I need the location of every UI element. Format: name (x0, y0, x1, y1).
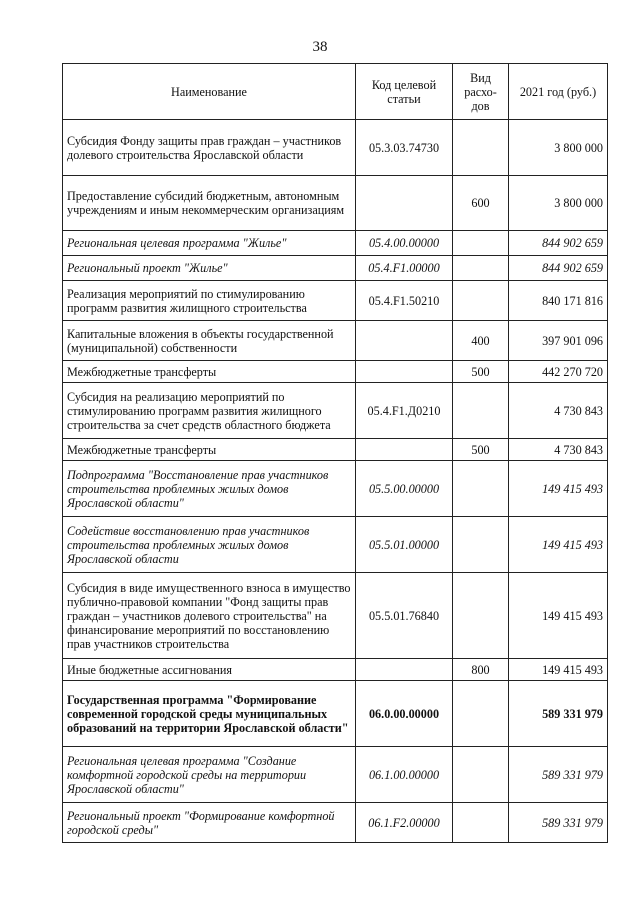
row-code-cell: 05.5.01.76840 (356, 573, 453, 659)
table-row (63, 281, 608, 321)
row-amount-cell: 149 415 493 (509, 517, 608, 573)
row-name-cell: Межбюджетные трансферты (63, 439, 356, 461)
row-vid-cell (453, 120, 509, 176)
row-code-cell: 05.5.00.00000 (356, 461, 453, 517)
table-row (63, 439, 608, 461)
row-code-cell: 05.4.F1.50210 (356, 281, 453, 321)
header-year: 2021 год (руб.) (509, 64, 608, 120)
row-amount-cell: 844 902 659 (509, 256, 608, 281)
row-vid-cell (453, 517, 509, 573)
row-name-cell: Содействие восстановлению прав участников строительства проблемных жилых домов Ярославской области (63, 517, 356, 573)
row-code-cell (356, 659, 453, 681)
row-vid-cell (453, 747, 509, 803)
row-vid-cell (453, 281, 509, 321)
row-code-cell: 06.1.F2.00000 (356, 803, 453, 843)
row-vid-cell (453, 383, 509, 439)
row-amount-cell: 589 331 979 (509, 803, 608, 843)
table-row (63, 461, 608, 517)
row-code-cell: 05.4.F1.Д0210 (356, 383, 453, 439)
row-vid-cell (453, 803, 509, 843)
header-code: Код целевой статьи (356, 64, 453, 120)
table-row (63, 361, 608, 383)
table-row (63, 176, 608, 231)
row-name-cell: Подпрограмма "Восстановление прав участников строительства проблемных жилых домов Ярославской области" (63, 461, 356, 517)
table-row (63, 321, 608, 361)
header-vid: Вид расхо-дов (453, 64, 509, 120)
row-vid-cell: 800 (453, 659, 509, 681)
row-code-cell (356, 439, 453, 461)
row-code-cell: 05.4.00.00000 (356, 231, 453, 256)
row-code-cell: 05.5.01.00000 (356, 517, 453, 573)
row-vid-cell (453, 681, 509, 747)
row-code-cell: 05.4.F1.00000 (356, 256, 453, 281)
row-code-cell (356, 321, 453, 361)
table-row (63, 803, 608, 843)
row-vid-cell (453, 256, 509, 281)
row-amount-cell: 844 902 659 (509, 231, 608, 256)
table-row (63, 256, 608, 281)
row-name-cell: Региональная целевая программа "Жилье" (63, 231, 356, 256)
row-amount-cell: 442 270 720 (509, 361, 608, 383)
header-name: Наименование (63, 64, 356, 120)
row-name-cell: Региональный проект "Жилье" (63, 256, 356, 281)
row-name-cell: Субсидия на реализацию мероприятий по стимулированию программ развития жилищного строительства за счет средств областного бюджета (63, 383, 356, 439)
table-row (63, 747, 608, 803)
row-name-cell: Субсидия в виде имущественного взноса в имущество публично-правовой компании "Фонд защиты прав граждан – участников долевого строительства" на финансирование мероприятий по восстановлению прав участников строительства (63, 573, 356, 659)
table-row (63, 573, 608, 659)
row-amount-cell: 397 901 096 (509, 321, 608, 361)
row-name-cell: Реализация мероприятий по стимулированию программ развития жилищного строительства (63, 281, 356, 321)
row-name-cell: Межбюджетные трансферты (63, 361, 356, 383)
row-amount-cell: 840 171 816 (509, 281, 608, 321)
row-name-cell: Предоставление субсидий бюджетным, автономным учреждениям и иным некоммерческим организациям (63, 176, 356, 231)
row-vid-cell: 500 (453, 439, 509, 461)
row-amount-cell: 149 415 493 (509, 461, 608, 517)
row-code-cell: 06.1.00.00000 (356, 747, 453, 803)
row-amount-cell: 3 800 000 (509, 120, 608, 176)
row-amount-cell: 4 730 843 (509, 383, 608, 439)
table-row (63, 383, 608, 439)
row-amount-cell: 149 415 493 (509, 573, 608, 659)
row-name-cell: Региональный проект "Формирование комфортной городской среды" (63, 803, 356, 843)
row-name-cell: Субсидия Фонду защиты прав граждан – участников долевого строительства Ярославской области (63, 120, 356, 176)
row-code-cell: 06.0.00.00000 (356, 681, 453, 747)
table-body (63, 120, 608, 843)
table-row (63, 659, 608, 681)
budget-table (62, 63, 608, 843)
row-name-cell: Региональная целевая программа "Создание комфортной городской среды на территории Ярославской области" (63, 747, 356, 803)
row-amount-cell: 589 331 979 (509, 747, 608, 803)
table-row (63, 681, 608, 747)
row-name-cell: Государственная программа "Формирование современной городской среды муниципальных образований на территории Ярославской области" (63, 681, 356, 747)
table-header-row (63, 64, 608, 120)
row-code-cell: 05.3.03.74730 (356, 120, 453, 176)
row-amount-cell: 149 415 493 (509, 659, 608, 681)
page-number: 38 (312, 39, 328, 55)
row-vid-cell: 600 (453, 176, 509, 231)
row-vid-cell (453, 573, 509, 659)
row-vid-cell: 500 (453, 361, 509, 383)
row-code-cell (356, 176, 453, 231)
row-vid-cell: 400 (453, 321, 509, 361)
row-amount-cell: 3 800 000 (509, 176, 608, 231)
row-code-cell (356, 361, 453, 383)
table-row (63, 231, 608, 256)
row-name-cell: Капитальные вложения в объекты государственной (муниципальной) собственности (63, 321, 356, 361)
table-row (63, 120, 608, 176)
row-name-cell: Иные бюджетные ассигнования (63, 659, 356, 681)
table-row (63, 517, 608, 573)
row-amount-cell: 589 331 979 (509, 681, 608, 747)
row-vid-cell (453, 461, 509, 517)
row-vid-cell (453, 231, 509, 256)
row-amount-cell: 4 730 843 (509, 439, 608, 461)
